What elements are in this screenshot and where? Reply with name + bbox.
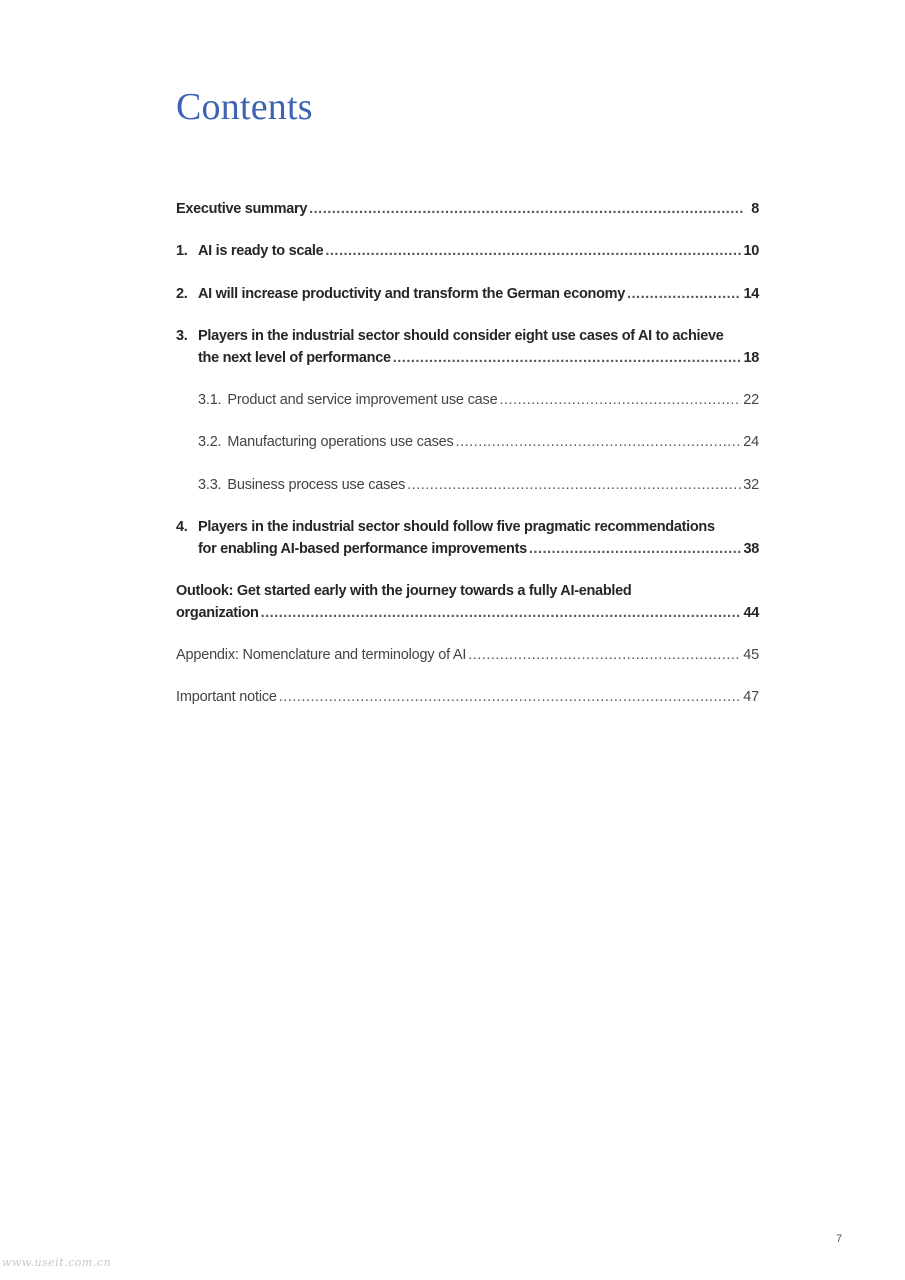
toc-entry-section-3-3[interactable] [176, 474, 759, 496]
toc-entry-important-notice[interactable] [176, 686, 759, 708]
toc-chapter-number: 4. [176, 519, 188, 535]
toc-leader-dots [456, 431, 742, 453]
toc-entry-title-line-1: Outlook: Get started early with the journey towards a fully AI-enabled [176, 583, 632, 599]
toc-page-number: 8 [751, 201, 759, 217]
toc-entry-title: Important notice [176, 689, 277, 705]
toc-leader-dots [325, 240, 741, 262]
toc-page-number: 24 [743, 434, 759, 450]
toc-leader-dots [407, 474, 741, 496]
toc-leader-dots [393, 347, 742, 369]
toc-entry-title: AI will increase productivity and transform the German economy [198, 286, 625, 302]
toc-leader-dots [279, 686, 741, 708]
toc-page-number: 44 [743, 605, 759, 621]
toc-entry-title-line-2: the next level of performance [198, 350, 391, 366]
toc-entry-chapter-4[interactable] [176, 516, 759, 560]
toc-leader-dots [261, 602, 742, 624]
page-number: 7 [836, 1233, 843, 1245]
toc-entry-section-3-1[interactable] [176, 389, 759, 411]
toc-entry-title: Appendix: Nomenclature and terminology of AI [176, 647, 467, 663]
toc-entry-title-line-1: Players in the industrial sector should consider eight use cases of AI to achieve [198, 328, 724, 344]
toc-chapter-number: 2. [176, 286, 188, 302]
toc-section-number: 3.2. [198, 434, 222, 450]
toc-page-number: 47 [743, 689, 759, 705]
toc-entry-executive-summary[interactable] [176, 198, 759, 220]
toc-page-number: 38 [743, 541, 759, 557]
toc-section-number: 3.3. [198, 477, 222, 493]
toc-entry-section-3-2[interactable] [176, 431, 759, 453]
toc-entry-title-line-2: for enabling AI-based performance improvements [198, 541, 527, 557]
toc-page-number: 18 [743, 350, 759, 366]
page-title: Contents [176, 86, 313, 128]
toc-leader-dots [468, 644, 741, 666]
toc-entry-chapter-1[interactable] [176, 240, 759, 262]
toc-leader-dots [529, 538, 742, 560]
toc-leader-dots [627, 283, 741, 305]
toc-leader-dots [499, 389, 741, 411]
toc-page-number: 32 [743, 477, 759, 493]
toc-page-number: 45 [743, 647, 759, 663]
watermark: www.useit.com.cn [2, 1256, 112, 1269]
toc-entry-appendix[interactable] [176, 644, 759, 666]
toc-entry-title-line-2: organization [176, 605, 259, 621]
toc-entry-title-line-1: Players in the industrial sector should follow five pragmatic recommendations [198, 519, 715, 535]
toc-entry-title: Manufacturing operations use cases [227, 434, 454, 450]
toc-entry-title: Executive summary [176, 201, 308, 217]
toc-entry-title: AI is ready to scale [198, 243, 324, 259]
toc-section-number: 3.1. [198, 392, 222, 408]
toc-entry-outlook[interactable] [176, 580, 759, 624]
toc-chapter-number: 3. [176, 328, 188, 344]
table-of-contents [176, 198, 759, 708]
toc-entry-title: Product and service improvement use case [227, 392, 498, 408]
toc-chapter-number: 1. [176, 243, 188, 259]
toc-page-number: 10 [743, 243, 759, 259]
toc-page-number: 14 [743, 286, 759, 302]
toc-entry-chapter-3[interactable] [176, 325, 759, 369]
toc-leader-dots [309, 198, 743, 220]
toc-entry-chapter-2[interactable] [176, 283, 759, 305]
toc-page-number: 22 [743, 392, 759, 408]
toc-entry-title: Business process use cases [227, 477, 406, 493]
